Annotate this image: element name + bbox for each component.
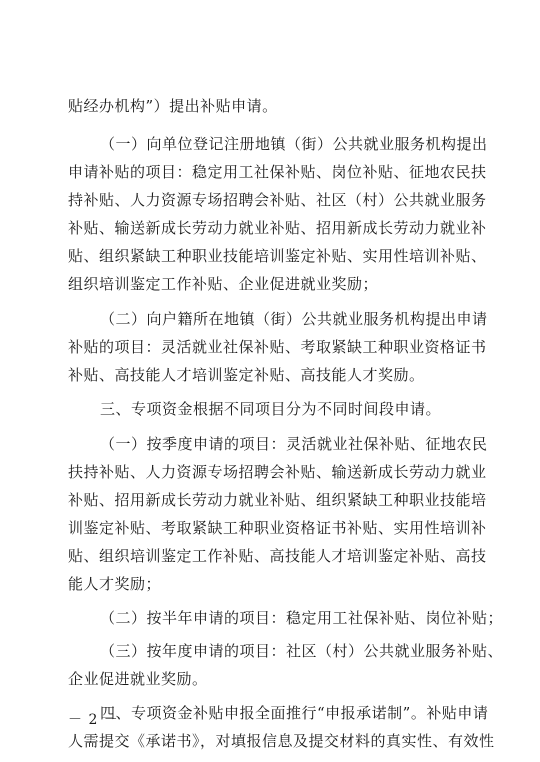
text-line: 贴经办机构”）提出补贴申请。 [68,97,278,115]
text-line: 组织培训鉴定工作补贴、企业促进就业奖励； [68,275,379,293]
text-line: （二）向户籍所在地镇（街）公共就业服务机构提出申请 [100,310,488,328]
section-heading: 三、专项资金根据不同项目分为不同时间段申请。 [100,400,442,418]
text-line: 人需提交《承诺书》，对填报信息及提交材料的真实性、有效性 [68,732,495,750]
text-line: （三）按年度申请的项目：社区（村）公共就业服务补贴、 [100,642,504,660]
text-line: 补贴、招用新成长劳动力就业补贴、组织紧缺工种职业技能培 [68,491,487,509]
text-line: 训鉴定补贴、考取紧缺工种职业资格证书补贴、实用性培训补 [68,519,487,537]
text-line: （二）按半年申请的项目：稳定用工社保补贴、岗位补贴； [100,609,504,627]
text-line: 贴、组织紧缺工种职业技能培训鉴定补贴、实用性培训补贴、 [68,247,487,265]
page-number: － 2 － [68,712,119,728]
text-line: 申请补贴的项目：稳定用工社保补贴、岗位补贴、征地农民扶 [68,163,487,181]
text-line: 持补贴、人力资源专场招聘会补贴、社区（村）公共就业服务 [68,191,487,209]
text-line: （一）按季度申请的项目：灵活就业社保补贴、征地农民 [100,435,488,453]
text-line: （一）向单位登记注册地镇（街）公共就业服务机构提出 [100,135,488,153]
text-line: 企业促进就业奖励。 [68,670,208,688]
text-line: 能人才奖励； [68,575,162,593]
text-line: 补贴的项目：灵活就业社保补贴、考取紧缺工种职业资格证书 [68,338,487,356]
text-line: 贴、组织培训鉴定工作补贴、高技能人才培训鉴定补贴、高技 [68,547,487,565]
text-line: 扶持补贴、人力资源专场招聘会补贴、输送新成长劳动力就业 [68,463,487,481]
text-line: 补贴、输送新成长劳动力就业补贴、招用新成长劳动力就业补 [68,219,487,237]
text-line: 补贴、高技能人才培训鉴定补贴、高技能人才奖励。 [68,366,425,384]
section-heading: 四、专项资金补贴申报全面推行“申报承诺制”。补贴申请 [100,704,489,722]
